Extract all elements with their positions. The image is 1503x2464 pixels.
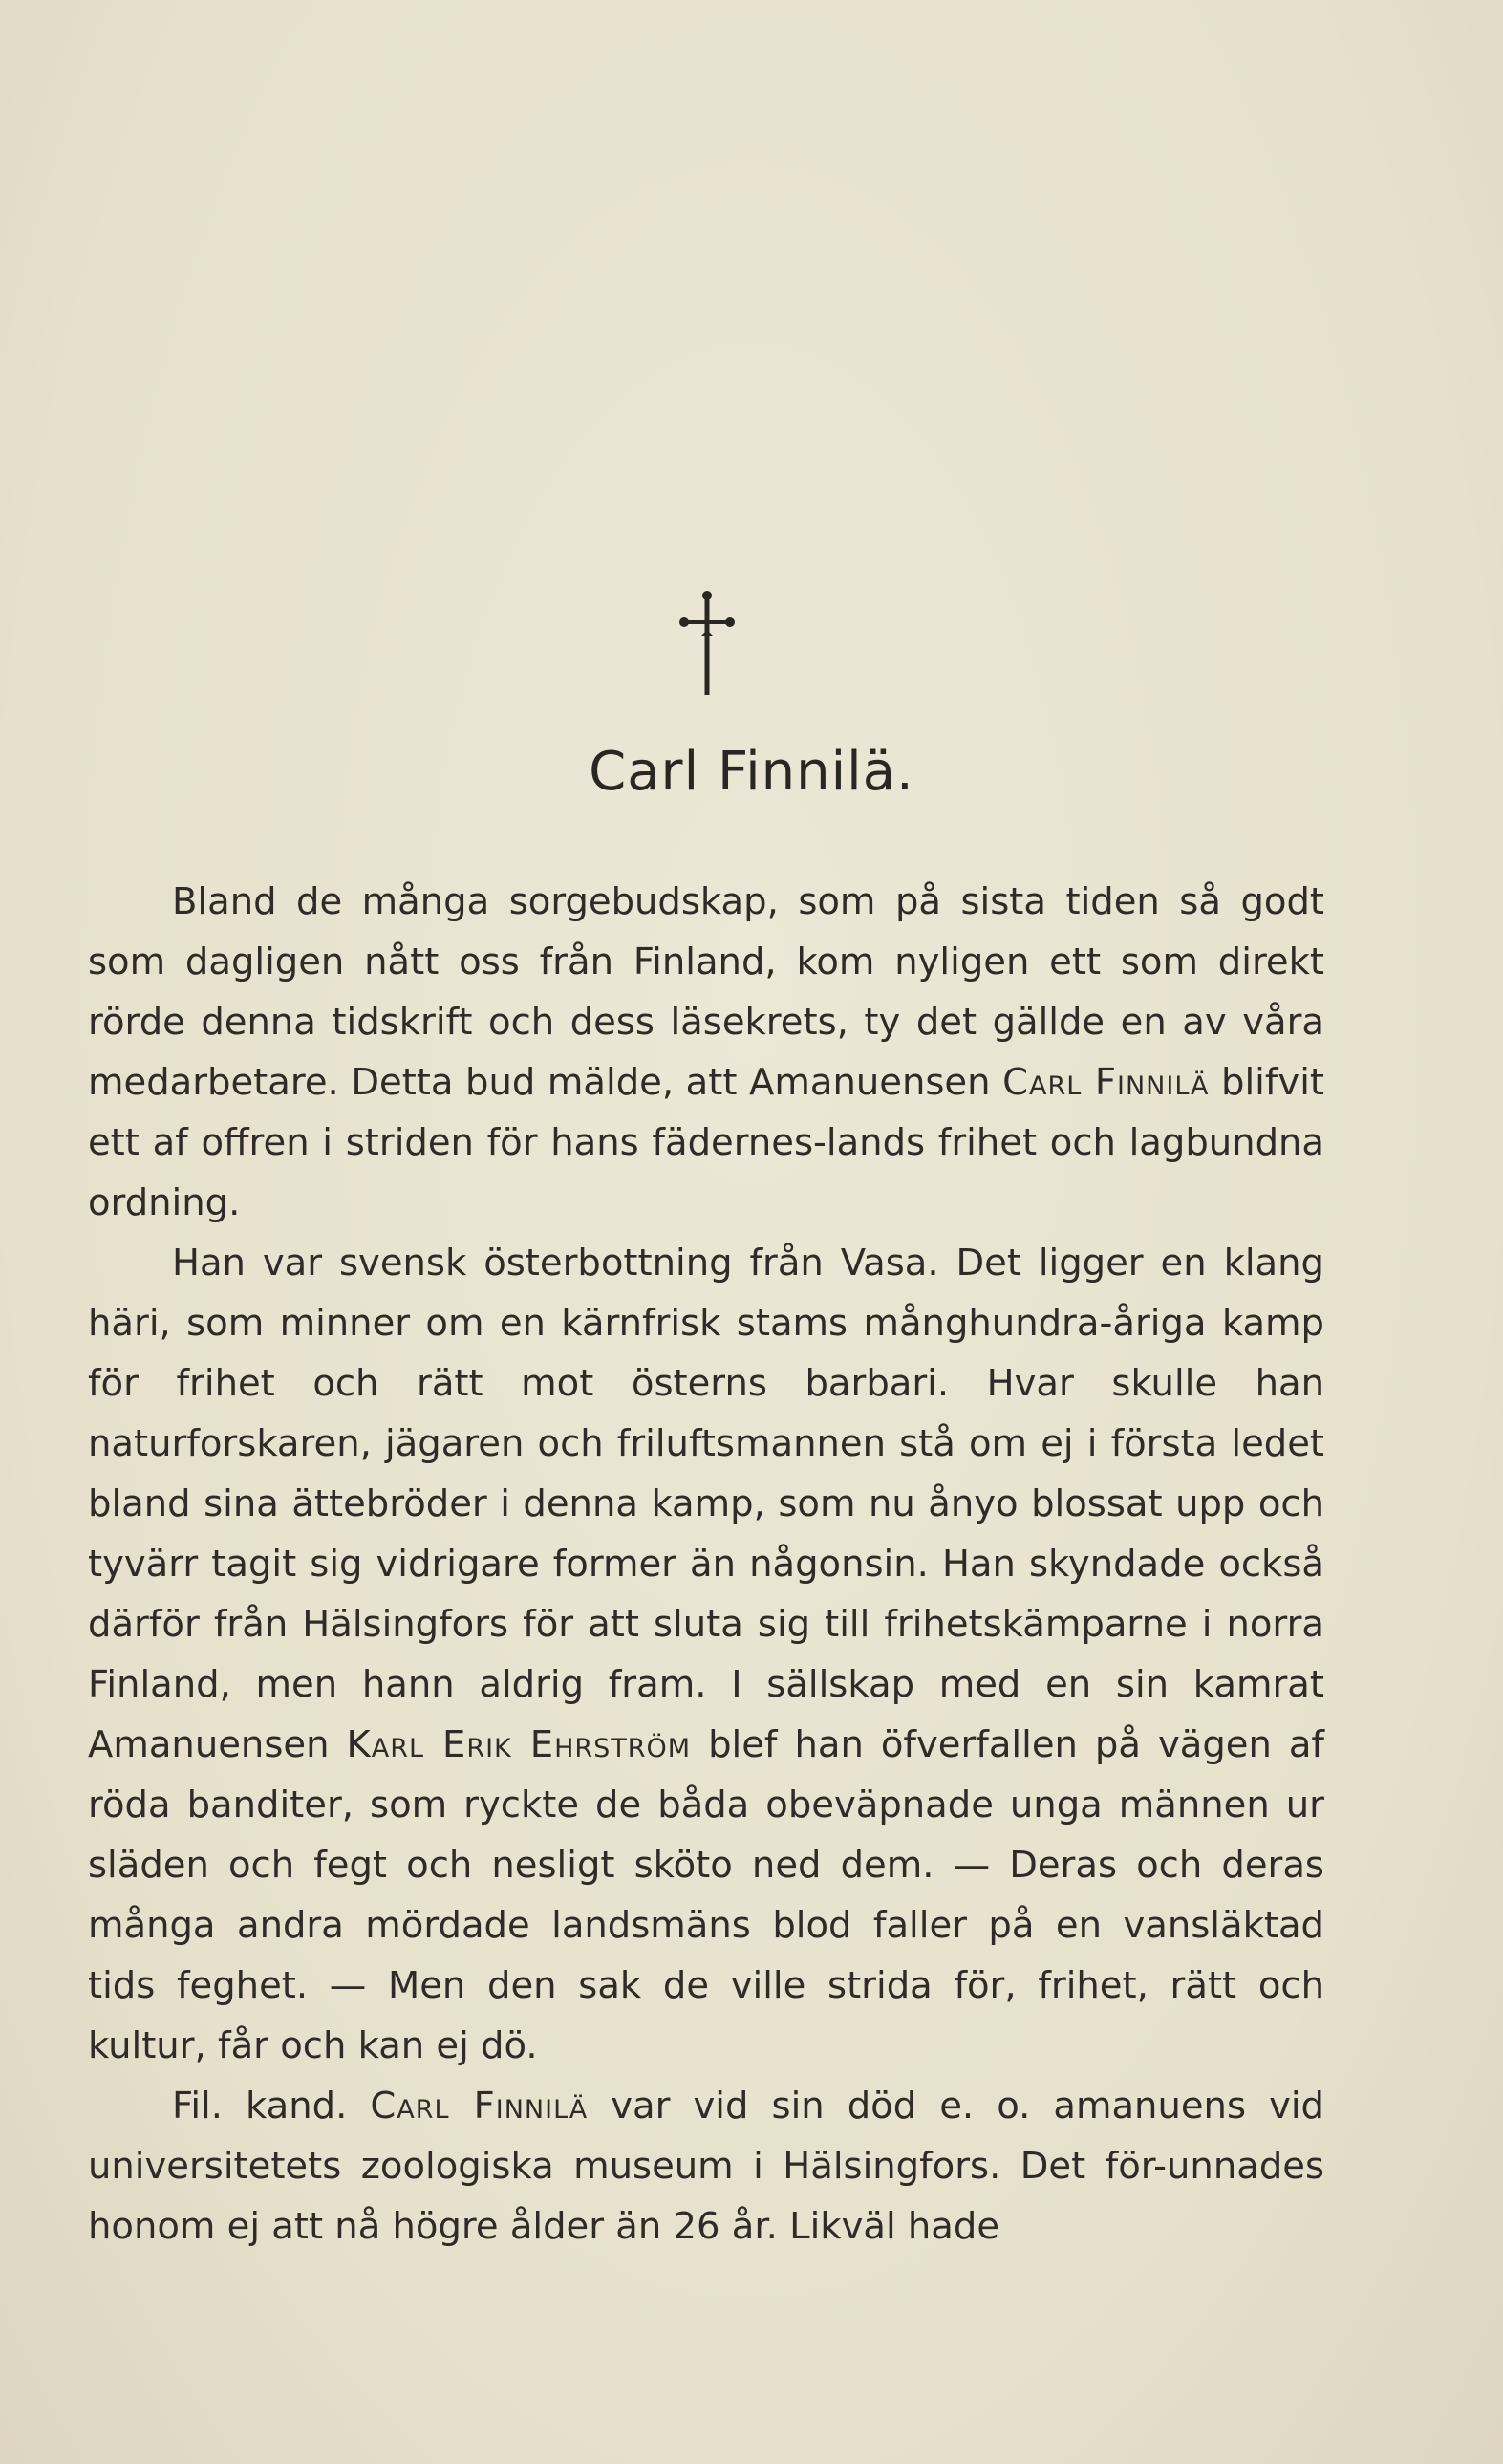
paragraph (88, 2076, 1324, 2257)
person-name: Karl Erik Ehrström (346, 1723, 692, 1766)
article-body (88, 872, 1324, 2257)
paragraph (88, 872, 1324, 1233)
person-name: Carl Finnilä (370, 2085, 589, 2128)
text-run: blifvit ett af offren i striden för hans fädernes-lands frihet och lagbundna ordning. (88, 1061, 1325, 1224)
text-run: Fil. kand. (172, 2085, 371, 2128)
page-title: Carl Finnilä. (589, 741, 914, 803)
cross-icon (676, 588, 738, 698)
text-run: Bland de många sorgebudskap, som på sista tiden så godt som dagligen nått oss från Finland, kom nyligen ett som direkt rörde denna tidskrift och dess läsekrets, ty det gällde en av våra medarbetare. Detta bud mälde, att Amanuensen (88, 880, 1324, 1104)
text-run: Han var svensk österbottning från Vasa. Det ligger en klang häri, som minner om en kärnfrisk stams månghundra-åriga kamp för frihet och rätt mot österns barbari. Hvar skulle han naturforskaren, jägaren och friluftsmannen stå om ej i första ledet bland sina ättebröder i denna kamp, som nu ånyo blossat upp och tyvärr tagit sig vidrigare former än någonsin. Han skyndade också därför från Hälsingfors för att sluta sig till frihetskämparne i norra Finland, men hann aldrig fram. I sällskap med en sin kamrat Amanuensen (88, 1242, 1324, 1766)
text-run: blef han öfverfallen på vägen af röda banditer, som ryckte de båda obeväpnade unga männen ur släden och fegt och nesligt sköto ned dem. — Deras och deras många andra mördade landsmäns blod faller på en vansläktad tids feghet. — Men den sak de ville strida för, frihet, rätt och kultur, får och kan ej dö. (88, 1723, 1324, 2067)
text-run: var vid sin död e. o. amanuens vid universitetets zoologiska museum i Hälsingfors. Det för-unnades honom ej att nå högre ålder än 26 år. Likväl hade (88, 2085, 1324, 2248)
person-name: Carl Finnilä (1002, 1061, 1210, 1104)
paragraph (88, 1233, 1324, 2076)
